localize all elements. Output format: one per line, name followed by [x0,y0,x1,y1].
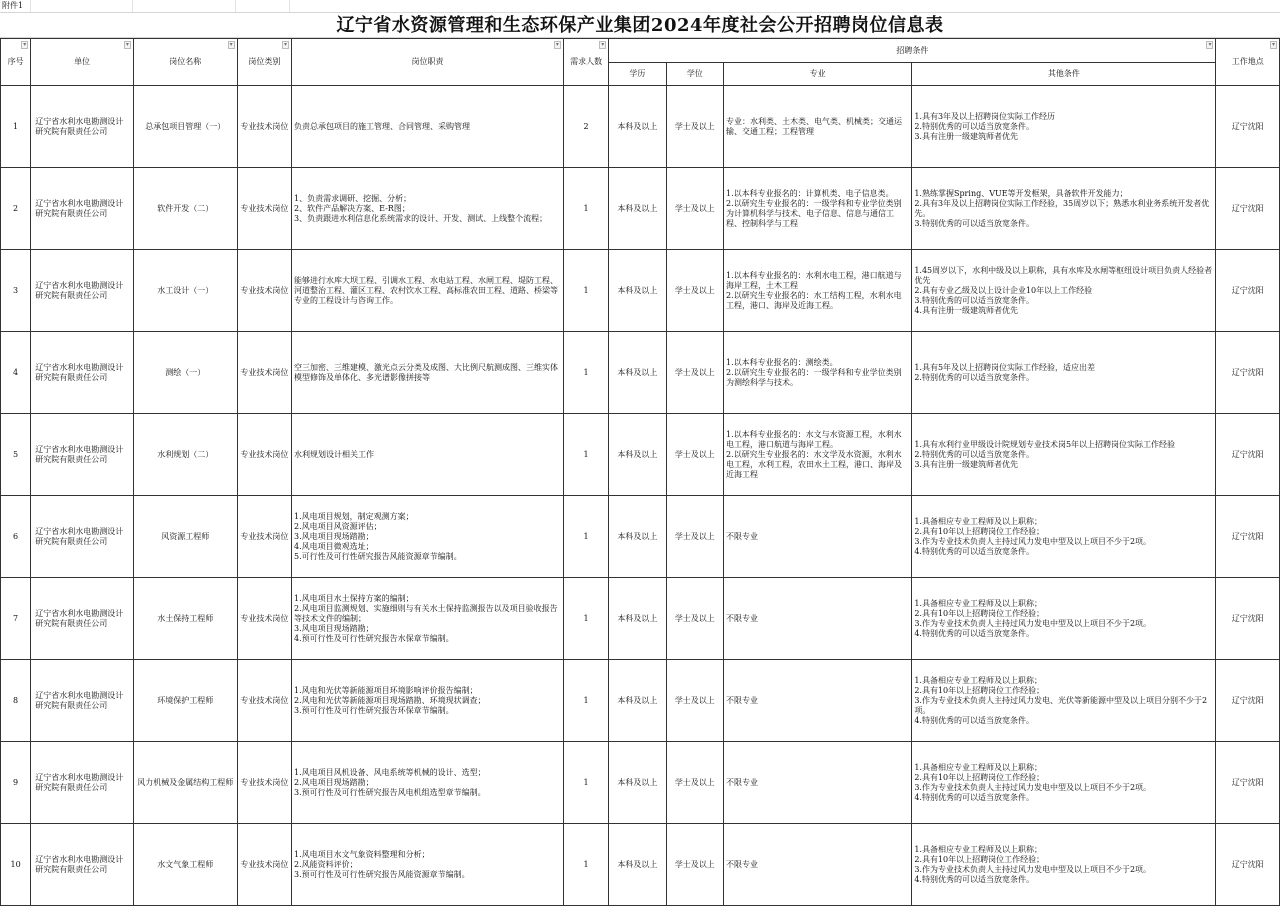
cell-location[interactable]: 辽宁沈阳 [1216,332,1280,414]
header-headcount[interactable] [563,39,608,86]
cell-category[interactable]: 专业技术岗位 [237,168,291,250]
cell-seq[interactable]: 2 [1,168,31,250]
cell-duties[interactable]: 1.风电和光伏等新能源项目环境影响评价报告编制； 2.风电和光伏等新能源项目现场踏勘、环境现状调查； 3.预可行性及可行性研究报告环保章节编制。 [292,660,564,742]
table-row [1,660,1280,742]
cell-education[interactable]: 本科及以上 [609,824,666,906]
cell-category[interactable]: 专业技术岗位 [237,742,291,824]
table-row [1,414,1280,496]
cell-other[interactable]: 1.具备相应专业工程师及以上职称； 2.具有10年以上招聘岗位工作经验； 3.作为专业技术负责人主持过风力发电、光伏等新能源中型及以上项目分别不少于2项。 4.特别优秀的可以适当放宽条件。 [912,660,1216,742]
cell-degree[interactable]: 学士及以上 [666,660,723,742]
annex-label[interactable]: 附件1 [2,1,24,10]
cell-major[interactable]: 1.以本科专业报名的：水文与水资源工程，水利水电工程，港口航道与海岸工程。 2.以研究生专业报名的：水文学及水资源，水利水电工程，水利工程，农田水土工程，港口、海岸及近海工程 [724,414,912,496]
cell-degree[interactable]: 学士及以上 [666,824,723,906]
cell-seq[interactable]: 9 [1,742,31,824]
header-education[interactable] [609,63,666,86]
header-major[interactable] [724,63,912,86]
cell-headcount[interactable]: 1 [563,742,608,824]
cell-other[interactable]: 1.具备相应专业工程师及以上职称； 2.具有10年以上招聘岗位工作经验； 3.作为专业技术负责人主持过风力发电中型及以上项目不少于2项。 4.特别优秀的可以适当放宽条件。 [912,578,1216,660]
cell-duties[interactable]: 水利规划设计相关工作 [292,414,564,496]
cell-position-name[interactable]: 水工设计（一） [133,250,237,332]
cell-location[interactable]: 辽宁沈阳 [1216,414,1280,496]
filter-icon[interactable]: ▾ [1208,41,1212,48]
header-category[interactable] [237,39,291,86]
cell-degree[interactable]: 学士及以上 [666,742,723,824]
header-education-label: 学历 [629,69,646,78]
filter-icon[interactable]: ▾ [601,41,605,48]
table-row [1,496,1280,578]
cell-other[interactable]: 1.具备相应专业工程师及以上职称； 2.具有10年以上招聘岗位工作经验； 3.作为专业技术负责人主持过风力发电中型及以上项目不少于2项。 4.特别优秀的可以适当放宽条件。 [912,496,1216,578]
cell-duties[interactable]: 1、负责需求调研、挖掘、分析； 2、软件产品解决方案、E-R图； 3、负责跟进水利信息化系统需求的设计、开发、测试、上线整个流程； [292,168,564,250]
cell-education[interactable]: 本科及以上 [609,168,666,250]
annex-row [0,0,1280,13]
cell-position-name[interactable]: 总承包项目管理（一） [133,86,237,168]
cell-major[interactable]: 1.以本科专业报名的：计算机类、电子信息类。 2.以研究生专业报名的：一级学科和专业学位类别为计算机科学与技术、电子信息、信息与通信工程、控制科学与工程 [724,168,912,250]
cell-location[interactable]: 辽宁沈阳 [1216,824,1280,906]
cell-position-name[interactable]: 水文气象工程师 [133,824,237,906]
table-row [1,742,1280,824]
cell-other[interactable]: 1.具有3年及以上招聘岗位实际工作经历 2.特别优秀的可以适当放宽条件。 3.具有注册一级建筑师者优先 [912,86,1216,168]
cell-category[interactable]: 专业技术岗位 [237,414,291,496]
cell-unit[interactable]: 辽宁省水利水电勘测设计研究院有限责任公司 [31,660,134,742]
cell-location[interactable]: 辽宁沈阳 [1216,86,1280,168]
cell-headcount[interactable]: 1 [563,332,608,414]
cell-major[interactable]: 1.以本科专业报名的：测绘类。 2.以研究生专业报名的：一级学科和专业学位类别为测绘科学与技术。 [724,332,912,414]
header-degree[interactable] [666,63,723,86]
cell-seq[interactable]: 7 [1,578,31,660]
header-location-label: 工作地点 [1231,57,1264,66]
cell-other[interactable]: 1.具备相应专业工程师及以上职称； 2.具有10年以上招聘岗位工作经验； 3.作为专业技术负责人主持过风力发电中型及以上项目不少于2项。 4.特别优秀的可以适当放宽条件。 [912,742,1216,824]
filter-icon[interactable]: ▾ [229,41,233,48]
cell-other[interactable]: 1.具有水利行业甲级设计院规划专业技术岗5年以上招聘岗位实际工作经验 2.特别优秀的可以适当放宽条件。 3.具有注册一级建筑师者优先 [912,414,1216,496]
cell-education[interactable]: 本科及以上 [609,332,666,414]
cell-education[interactable]: 本科及以上 [609,414,666,496]
cell-location[interactable]: 辽宁沈阳 [1216,496,1280,578]
header-position-name[interactable] [133,39,237,86]
header-duties-label: 岗位职责 [411,57,444,66]
cell-major[interactable]: 专业：水利类、土木类、电气类、机械类；交通运输、交通工程；工程管理 [724,86,912,168]
cell-location[interactable]: 辽宁沈阳 [1216,742,1280,824]
cell-education[interactable]: 本科及以上 [609,250,666,332]
cell-duties[interactable]: 1.风电项目规划，制定观测方案； 2.风电项目风资源评估； 3.风电项目现场踏勘； 4.风电项目微观选址； 5.可行性及可行性研究报告风能资源章节编制。 [292,496,564,578]
cell-location[interactable]: 辽宁沈阳 [1216,660,1280,742]
header-seq-label: 序号 [7,57,24,66]
cell-education[interactable]: 本科及以上 [609,496,666,578]
cell-other[interactable]: 1.具有5年及以上招聘岗位实际工作经验，适应出差 2.特别优秀的可以适当放宽条件。 [912,332,1216,414]
cell-duties[interactable]: 空三加密、三维建模、激光点云分类及成图、大比例尺航测成图、三维实体模型修饰及单体化、多光谱影像拼接等 [292,332,564,414]
cell-major[interactable]: 1.以本科专业报名的：水利水电工程，港口航道与海岸工程，土木工程 2.以研究生专业报名的：水工结构工程，水利水电工程，港口、海岸及近海工程。 [724,250,912,332]
cell-degree[interactable]: 学士及以上 [666,578,723,660]
table-row [1,250,1280,332]
cell-seq[interactable]: 10 [1,824,31,906]
grid-line [235,0,236,12]
header-duties[interactable] [292,39,564,86]
header-degree-label: 学位 [686,69,703,78]
header-other[interactable] [912,63,1216,86]
cell-category[interactable]: 专业技术岗位 [237,86,291,168]
page-title[interactable]: 辽宁省水资源管理和生态环保产业集团2024年度社会公开招聘岗位信息表 [0,13,1280,38]
header-requirements-label: 招聘条件 [896,45,929,55]
filter-icon[interactable]: ▾ [125,41,129,48]
cell-headcount[interactable]: 1 [563,250,608,332]
table-body [1,86,1280,906]
table-row [1,86,1280,168]
header-category-label: 岗位类别 [248,57,281,66]
header-requirements[interactable] [609,39,1216,63]
cell-headcount[interactable]: 1 [563,660,608,742]
cell-unit[interactable]: 辽宁省水利水电勘测设计研究院有限责任公司 [31,578,134,660]
cell-major[interactable]: 不限专业 [724,578,912,660]
cell-degree[interactable]: 学士及以上 [666,168,723,250]
cell-seq[interactable]: 4 [1,332,31,414]
cell-location[interactable]: 辽宁沈阳 [1216,578,1280,660]
cell-degree[interactable]: 学士及以上 [666,414,723,496]
cell-unit[interactable]: 辽宁省水利水电勘测设计研究院有限责任公司 [31,332,134,414]
cell-other[interactable]: 1.具备相应专业工程师及以上职称； 2.具有10年以上招聘岗位工作经验； 3.作为专业技术负责人主持过风力发电中型及以上项目不少于2项。 4.特别优秀的可以适当放宽条件。 [912,824,1216,906]
table-row [1,578,1280,660]
cell-position-name[interactable]: 软件开发（二） [133,168,237,250]
cell-duties[interactable]: 1.风电项目水文气象资料整理和分析； 2.风能资料评价； 3.预可行性及可行性研究报告风能资源章节编制。 [292,824,564,906]
cell-unit[interactable]: 辽宁省水利水电勘测设计研究院有限责任公司 [31,496,134,578]
cell-category[interactable]: 专业技术岗位 [237,578,291,660]
cell-seq[interactable]: 8 [1,660,31,742]
header-headcount-label: 需求人数 [570,57,603,66]
cell-seq[interactable]: 1 [1,86,31,168]
cell-major[interactable]: 不限专业 [724,742,912,824]
header-position-name-label: 岗位名称 [169,57,202,66]
cell-position-name[interactable]: 风力机械及金属结构工程师 [133,742,237,824]
cell-category[interactable]: 专业技术岗位 [237,332,291,414]
cell-category[interactable]: 专业技术岗位 [237,250,291,332]
header-other-label: 其他条件 [1047,69,1080,78]
table-row [1,824,1280,906]
cell-position-name[interactable]: 水利规划（二） [133,414,237,496]
cell-other[interactable]: 1.熟练掌握Spring、VUE等开发框架，具备软件开发能力； 2.具有3年及以上招聘岗位实际工作经验，35周岁以下；熟悉水利业务系统开发者优先。 3.特别优秀的可以适当放宽条件。 [912,168,1216,250]
grid-line [289,0,290,12]
grid-line [30,0,31,12]
cell-position-name[interactable]: 测绘（一） [133,332,237,414]
filter-icon[interactable]: ▾ [1271,41,1275,48]
cell-unit[interactable]: 辽宁省水利水电勘测设计研究院有限责任公司 [31,824,134,906]
cell-major[interactable]: 不限专业 [724,496,912,578]
header-major-label: 专业 [809,69,826,78]
cell-major[interactable]: 不限专业 [724,660,912,742]
cell-category[interactable]: 专业技术岗位 [237,496,291,578]
table-row [1,332,1280,414]
cell-category[interactable]: 专业技术岗位 [237,660,291,742]
cell-unit[interactable]: 辽宁省水利水电勘测设计研究院有限责任公司 [31,168,134,250]
cell-seq[interactable]: 3 [1,250,31,332]
cell-degree[interactable]: 学士及以上 [666,496,723,578]
cell-degree[interactable]: 学士及以上 [666,86,723,168]
header-unit-label: 单位 [74,57,91,66]
cell-headcount[interactable]: 1 [563,824,608,906]
header-unit[interactable] [31,39,134,86]
filter-icon[interactable]: ▾ [23,41,27,48]
cell-location[interactable]: 辽宁沈阳 [1216,250,1280,332]
cell-headcount[interactable]: 2 [563,86,608,168]
cell-headcount[interactable]: 1 [563,168,608,250]
cell-education[interactable]: 本科及以上 [609,578,666,660]
cell-location[interactable]: 辽宁沈阳 [1216,168,1280,250]
cell-headcount[interactable]: 1 [563,414,608,496]
cell-category[interactable]: 专业技术岗位 [237,824,291,906]
positions-table [0,38,1280,906]
cell-education[interactable]: 本科及以上 [609,86,666,168]
cell-headcount[interactable]: 1 [563,496,608,578]
cell-unit[interactable]: 辽宁省水利水电勘测设计研究院有限责任公司 [31,414,134,496]
header-location[interactable] [1216,39,1280,86]
cell-education[interactable]: 本科及以上 [609,660,666,742]
cell-position-name[interactable]: 水土保持工程师 [133,578,237,660]
cell-position-name[interactable]: 风资源工程师 [133,496,237,578]
cell-degree[interactable]: 学士及以上 [666,332,723,414]
cell-headcount[interactable]: 1 [563,578,608,660]
cell-other[interactable]: 1.45周岁以下，水利中级及以上职称，具有水库及水闸等枢纽设计项目负责人经验者优先 2.具有专业乙级及以上设计企业10年以上工作经验 3.特别优秀的可以适当放宽条件。 4.具有注册一级建筑师者优先 [912,250,1216,332]
cell-seq[interactable]: 5 [1,414,31,496]
cell-duties[interactable]: 负责总承包项目的施工管理、合同管理、采购管理 [292,86,564,168]
cell-unit[interactable]: 辽宁省水利水电勘测设计研究院有限责任公司 [31,742,134,824]
cell-duties[interactable]: 1.风电项目风机设备、风电系统等机械的设计、选型； 2.风电项目现场踏勘； 3.预可行性及可行性研究报告风电机组选型章节编制。 [292,742,564,824]
filter-icon[interactable]: ▾ [284,41,288,48]
header-seq[interactable] [1,39,31,86]
cell-seq[interactable]: 6 [1,496,31,578]
grid-line [132,0,133,12]
cell-degree[interactable]: 学士及以上 [666,250,723,332]
cell-major[interactable]: 不限专业 [724,824,912,906]
cell-education[interactable]: 本科及以上 [609,742,666,824]
cell-duties[interactable]: 1.风电项目水土保持方案的编制； 2.风电项目监测规划、实施细则与有关水土保持监测报告以及项目验收报告等技术文件的编制； 3.风电项目现场踏勘； 4.预可行性及可行性研究报告水保章节编制。 [292,578,564,660]
cell-unit[interactable]: 辽宁省水利水电勘测设计研究院有限责任公司 [31,250,134,332]
cell-unit[interactable]: 辽宁省水利水电勘测设计研究院有限责任公司 [31,86,134,168]
cell-duties[interactable]: 能够进行水库大坝工程、引调水工程、水电站工程、水闸工程、堤防工程、河道整治工程、灌区工程、农村饮水工程、高标准农田工程、道路、桥梁等专业的工程设计与咨询工作。 [292,250,564,332]
filter-icon[interactable]: ▾ [555,41,559,48]
cell-position-name[interactable]: 环境保护工程师 [133,660,237,742]
table-row [1,168,1280,250]
